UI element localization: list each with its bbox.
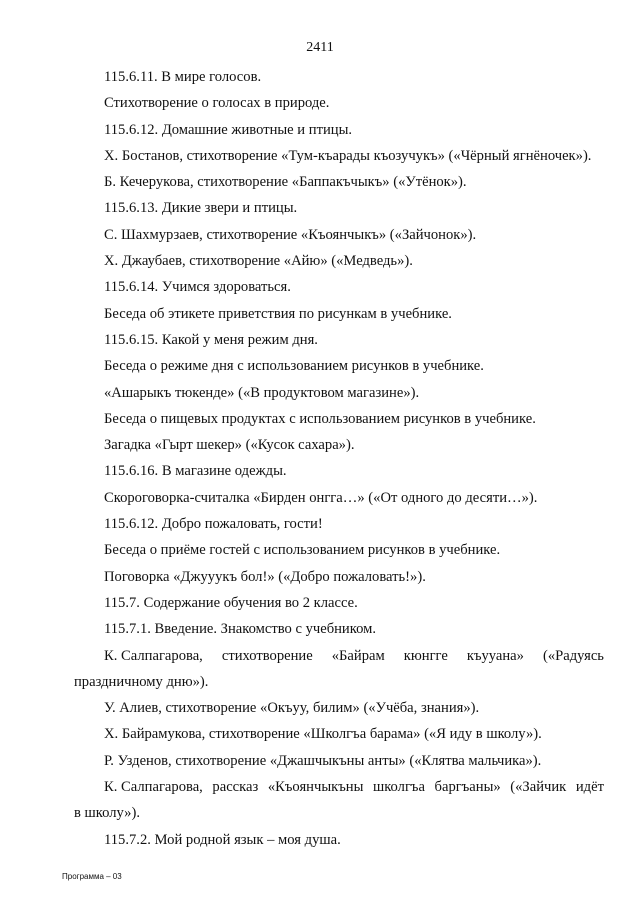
- section-heading: 115.6.15. Какой у меня режим дня.: [104, 331, 318, 348]
- section-heading: 115.6.16. В магазине одежды.: [104, 463, 287, 480]
- text-line: Стихотворение о голосах в природе.: [104, 95, 330, 112]
- justified-line: [74, 774, 604, 800]
- text-line: Р. Узденов, стихотворение «Джашчыкъны анты» («Клятва мальчика»).: [104, 752, 542, 769]
- justified-line: [74, 643, 604, 669]
- word: стихотворение: [221, 647, 313, 664]
- text-line: «Ашарыкъ тюкенде» («В продуктовом магазине»).: [104, 384, 420, 401]
- word: «Байрам: [331, 647, 385, 664]
- text-line-continuation: праздничному дню»).: [74, 673, 209, 690]
- text-line: Беседа о пищевых продуктах с использованием рисунков в учебнике.: [104, 410, 536, 427]
- text-line: Х. Бостанов, стихотворение «Тум-къарады къозучукъ» («Чёрный ягнёночек»).: [104, 147, 592, 164]
- section-heading: 115.6.11. В мире голосов.: [104, 69, 262, 85]
- text-line: С. Шахмурзаев, стихотворение «Къоянчыкъ» («Зайчонок»).: [104, 226, 477, 243]
- word: («Зайчик: [510, 779, 567, 796]
- text-line: Беседа о режиме дня с использованием рисунков в учебнике.: [104, 358, 484, 375]
- page-number: 2411: [306, 40, 334, 55]
- word: К. Салпагарова,: [104, 779, 203, 796]
- document-body: [74, 64, 604, 853]
- text-line: Беседа об этикете приветствия по рисункам в учебнике.: [104, 305, 452, 322]
- text-line: Б. Кечерукова, стихотворение «Баппакъчыкъ» («Утёнок»).: [104, 174, 467, 191]
- word: идёт: [575, 779, 604, 796]
- word: къууана»: [466, 647, 524, 664]
- word: К. Салпагарова,: [104, 647, 203, 664]
- text-line: У. Алиев, стихотворение «Окъуу, билим» («Учёба, знания»).: [104, 700, 480, 717]
- section-heading: 115.6.14. Учимся здороваться.: [104, 279, 291, 296]
- section-heading: 115.7.1. Введение. Знакомство с учебником.: [104, 621, 376, 638]
- text-line: Загадка «Гырт шекер» («Кусок сахара»).: [104, 437, 355, 454]
- section-heading: 115.6.13. Дикие звери и птицы.: [104, 200, 298, 217]
- text-line-continuation: в школу»).: [74, 805, 140, 822]
- section-heading: 115.6.12. Домашние животные и птицы.: [104, 121, 353, 138]
- section-heading: 115.6.12. Добро пожаловать, гости!: [104, 516, 323, 533]
- text-line: Поговорка «Джууукъ бол!» («Добро пожаловать!»).: [104, 568, 426, 585]
- word: «Къоянчыкъны: [267, 779, 364, 796]
- footer-label: Программа – 03: [62, 872, 122, 881]
- text-line: Х. Джаубаев, стихотворение «Айю» («Медведь»).: [104, 253, 413, 270]
- word: кюнгге: [403, 647, 448, 664]
- text-line: Беседа о приёме гостей с использованием рисунков в учебнике.: [104, 542, 501, 559]
- word: («Радуясь: [543, 647, 604, 664]
- word: баргъаны»: [434, 779, 501, 796]
- word: школгъа: [372, 779, 425, 796]
- text-line: Скороговорка-считалка «Бирден онгга…» («От одного до десяти…»).: [104, 489, 538, 506]
- section-heading: 115.7.2. Мой родной язык – моя душа.: [104, 831, 341, 848]
- section-heading: 115.7. Содержание обучения во 2 классе.: [104, 594, 358, 611]
- word: рассказ: [212, 779, 259, 796]
- text-line: Х. Байрамукова, стихотворение «Школгъа барама» («Я иду в школу»).: [104, 726, 542, 743]
